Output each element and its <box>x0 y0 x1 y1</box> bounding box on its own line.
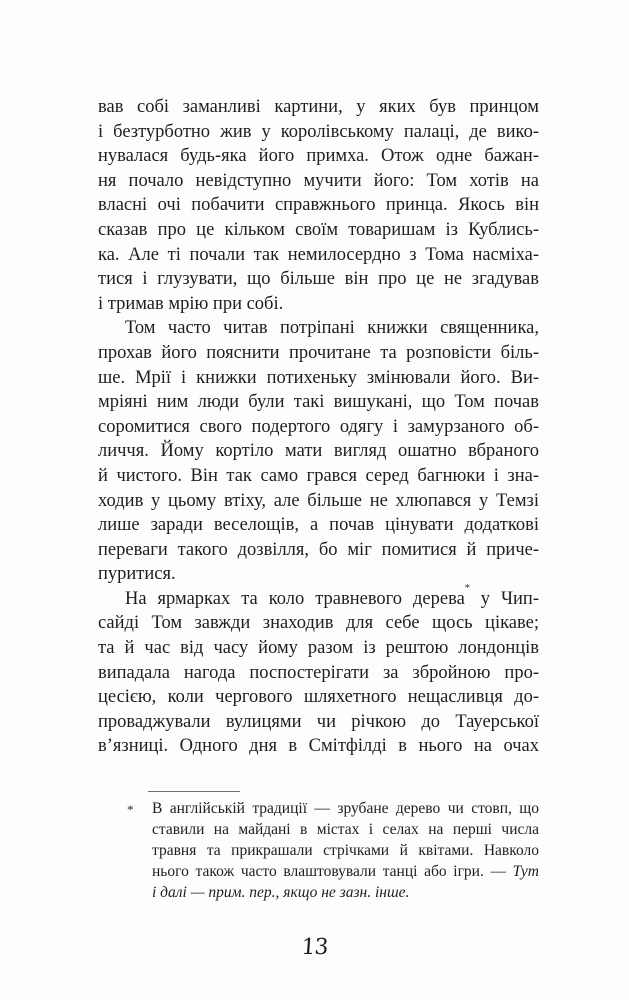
body-text-line: і безтурботно жив у королівському палаці, де вико- <box>98 121 539 142</box>
footnote-segment: травня та прикрашали стрічками й квітами. Навколо <box>152 842 539 859</box>
body-text-line: прохав його пояснити прочитане та розповісти біль- <box>98 342 539 363</box>
body-text-line: пуритися. <box>98 564 176 585</box>
footnote-segment: нього також часто влаштовували танці або ігри. — <box>152 863 513 880</box>
footnote-reference-asterisk: * <box>464 582 470 594</box>
footnote <box>127 798 539 903</box>
footnote-text <box>152 798 539 903</box>
page-number: 13 <box>300 935 329 960</box>
body-text-line: сайді Том завжди знаходив для себе щось цікаве; <box>98 613 539 634</box>
body-text-line: тися і глузувати, що більше він про це не згадував <box>98 269 539 290</box>
footnote-line <box>152 840 539 861</box>
body-text-line: випадала нагода поспостерігати за збройною про- <box>98 662 539 683</box>
body-text-line: На ярмарках та коло травневого дерева* у Чип- <box>125 582 539 609</box>
body-text-line: переваги такого дозвілля, бо міг помитися й приче- <box>98 539 539 560</box>
body-text-line: в’язниці. Одного дня в Смітфілді в нього на очах <box>98 736 539 757</box>
footnote-marker: * <box>127 802 134 817</box>
footnote-line <box>152 861 539 882</box>
footnote-line <box>152 882 539 903</box>
footnote-italic-segment: Тут <box>512 863 539 880</box>
body-text <box>98 95 539 759</box>
footnote-italic-segment: і далі — прим. пер., якщо не зазн. інше. <box>152 884 410 901</box>
body-text-line: та й час від часу йому разом із рештою лондонців <box>98 638 539 659</box>
footnote-line <box>152 819 539 840</box>
body-text-line: мріяні ним люди були такі вишукані, що Том почав <box>98 392 539 413</box>
footnote-segment: ставили на майдані в містах і селах на перші числа <box>152 821 539 838</box>
body-text-line: й чистого. Він так само грався серед багнюки і зна- <box>98 465 539 486</box>
body-text-line: сказав про це кільком своїм товаришам із Кублись- <box>98 219 539 240</box>
body-text-line: цесією, коли чергового шляхетного нещасливця до- <box>98 687 539 708</box>
footnote-segment: В англійській традиції — зрубане дерево чи стовп, що <box>152 800 539 817</box>
body-text-line: ше. Мрії і книжки потихеньку змінювали його. Ви- <box>98 367 539 388</box>
body-text-line: Том часто читав потріпані книжки священника, <box>125 318 539 339</box>
body-text-line: проваджували вулицями чи річкою до Тауерської <box>98 711 539 732</box>
footnote-separator <box>148 791 240 792</box>
body-text-line: ходив у цьому втіху, але більше не хлюпався у Темзі <box>98 490 539 511</box>
body-text-line: личчя. Йому кортіло мати вигляд ошатно вбраного <box>98 441 539 462</box>
body-text-line: ня почало невідступно мучити його: Том хотів на <box>98 170 539 191</box>
body-text-line: власні очі побачити справжнього принца. Якось він <box>98 195 539 216</box>
body-text-line: ка. Але ті почали так немилосердно з Тома насміха- <box>98 244 539 265</box>
body-text-line: і тримав мрію при собі. <box>98 293 284 314</box>
body-text-line: вав собі заманливі картини, у яких був принцом <box>98 97 539 117</box>
footnote-line <box>152 798 539 819</box>
body-text-line: нувалася будь-яка його примха. Отож одне бажан- <box>98 146 539 167</box>
body-text-line: лише заради веселощів, а почав цінувати додаткові <box>98 515 539 536</box>
body-text-line: соромитися свого подертого одягу і замурзаного об- <box>98 416 539 437</box>
